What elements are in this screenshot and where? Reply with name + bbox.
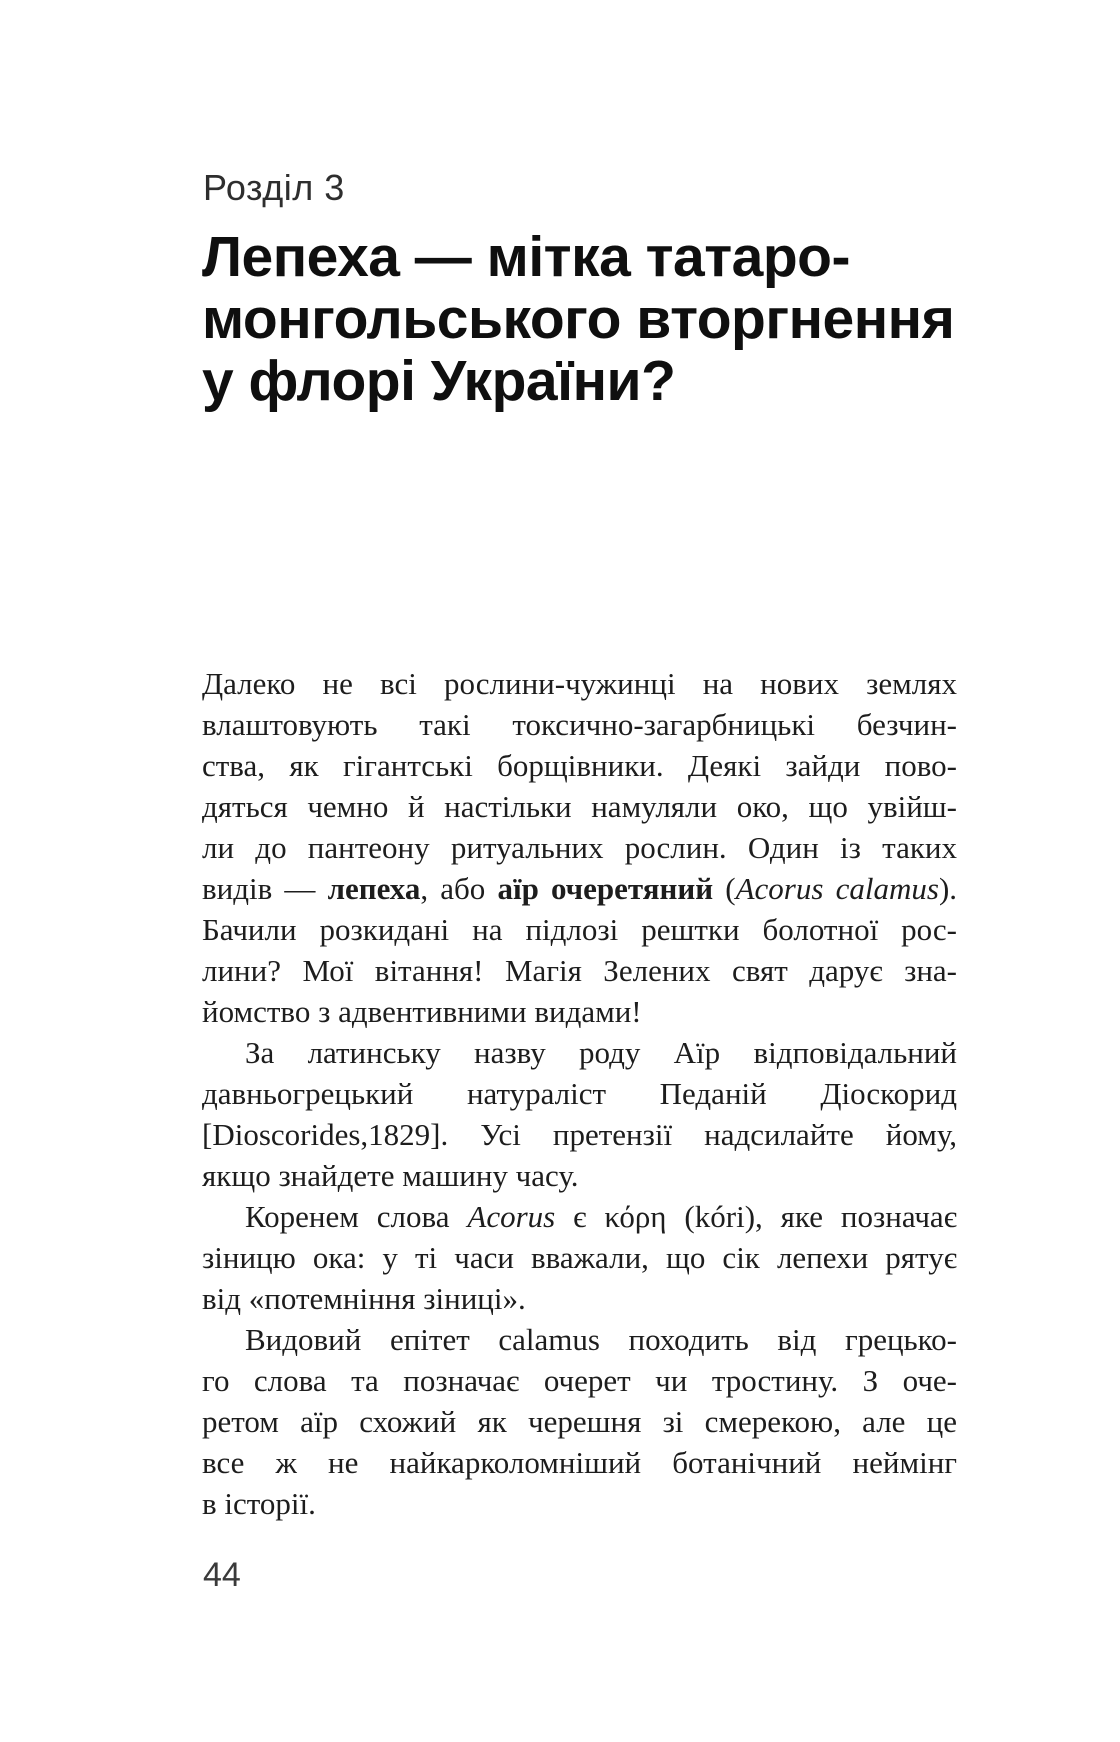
chapter-title-line-3: у флорі України? bbox=[202, 349, 676, 413]
text-segment: влаштовують такі токсично-загарбницькі безчин- bbox=[202, 707, 957, 742]
text-segment: йомство з адвентивними видами! bbox=[202, 994, 642, 1029]
text-line bbox=[202, 786, 957, 827]
text-segment: Коренем слова bbox=[245, 1199, 468, 1234]
text-segment: ( bbox=[713, 871, 736, 906]
page-number: 44 bbox=[203, 1556, 241, 1594]
text-segment: ). bbox=[938, 871, 958, 906]
text-segment: все ж не найкарколомніший ботанічний неймінг bbox=[202, 1445, 957, 1480]
text-segment: дяться чемно й настільки намуляли око, що увійш- bbox=[202, 789, 957, 824]
text-line bbox=[202, 663, 957, 704]
text-segment: Бачили розкидані на підлозі рештки болотної рос- bbox=[202, 912, 957, 947]
text-segment: го слова та позначає очерет чи тростину. З оче- bbox=[202, 1363, 957, 1398]
text-segment: ретом аїр схожий як черешня зі смерекою, але це bbox=[202, 1404, 957, 1439]
text-segment: видів — bbox=[202, 871, 328, 906]
text-line bbox=[202, 991, 957, 1032]
text-line bbox=[202, 1032, 957, 1073]
paragraph bbox=[202, 1196, 957, 1319]
text-segment: ли до пантеону ритуальних рослин. Один із таких bbox=[202, 830, 957, 865]
paragraph bbox=[202, 663, 957, 1032]
text-segment: Далеко не всі рослини-чужинці на нових землях bbox=[202, 666, 957, 701]
text-line bbox=[202, 1196, 957, 1237]
chapter-label: Розділ 3 bbox=[203, 167, 345, 208]
paragraph bbox=[202, 1032, 957, 1196]
text-line bbox=[202, 1278, 957, 1319]
text-line bbox=[202, 1114, 957, 1155]
chapter-title bbox=[202, 226, 1062, 412]
text-line bbox=[202, 1237, 957, 1278]
text-line bbox=[202, 1442, 957, 1483]
bold-term: лепеха bbox=[327, 871, 421, 906]
text-line bbox=[202, 909, 957, 950]
text-line bbox=[202, 1483, 957, 1524]
text-segment: лини? Мої вітання! Магія Зелених свят дарує зна- bbox=[202, 953, 957, 988]
text-segment: зіницю ока: у ті часи вважали, що сік лепехи рятує bbox=[202, 1240, 957, 1275]
text-line bbox=[202, 1319, 957, 1360]
text-line bbox=[202, 1155, 957, 1196]
text-line bbox=[202, 1360, 957, 1401]
bold-term: аїр очеретяний bbox=[497, 871, 714, 906]
body-text bbox=[202, 663, 957, 1524]
text-line bbox=[202, 745, 957, 786]
text-line bbox=[202, 704, 957, 745]
text-line bbox=[202, 1401, 957, 1442]
text-line bbox=[202, 868, 957, 909]
paragraph bbox=[202, 1319, 957, 1524]
text-segment: За латинську назву роду Аїр відповідальний bbox=[245, 1035, 957, 1070]
chapter-title-line-2: монгольського вторгнення bbox=[202, 287, 955, 351]
latin-species-name: Acorus bbox=[467, 1199, 556, 1234]
text-segment: в історії. bbox=[202, 1486, 316, 1521]
text-line bbox=[202, 827, 957, 868]
text-segment: [Dioscorides,1829]. Усі претензії надсилайте йому, bbox=[202, 1117, 957, 1152]
text-segment: ства, як гігантські борщівники. Деякі зайди пово- bbox=[202, 748, 957, 783]
text-segment: є κόρη (kóri), яке позначає bbox=[555, 1199, 958, 1234]
text-segment: , або bbox=[420, 871, 498, 906]
text-segment: якщо знайдете машину часу. bbox=[202, 1158, 579, 1193]
text-segment: давньогрецький натураліст Педаній Діоскорид bbox=[202, 1076, 957, 1111]
latin-species-name: Acorus calamus bbox=[735, 871, 939, 906]
text-line bbox=[202, 950, 957, 991]
text-segment: від «потемніння зіниці». bbox=[202, 1281, 526, 1316]
text-segment: Видовий епітет calamus походить від грецько- bbox=[245, 1322, 957, 1357]
text-line bbox=[202, 1073, 957, 1114]
chapter-title-line-1: Лепеха — мітка татаро- bbox=[202, 225, 850, 289]
